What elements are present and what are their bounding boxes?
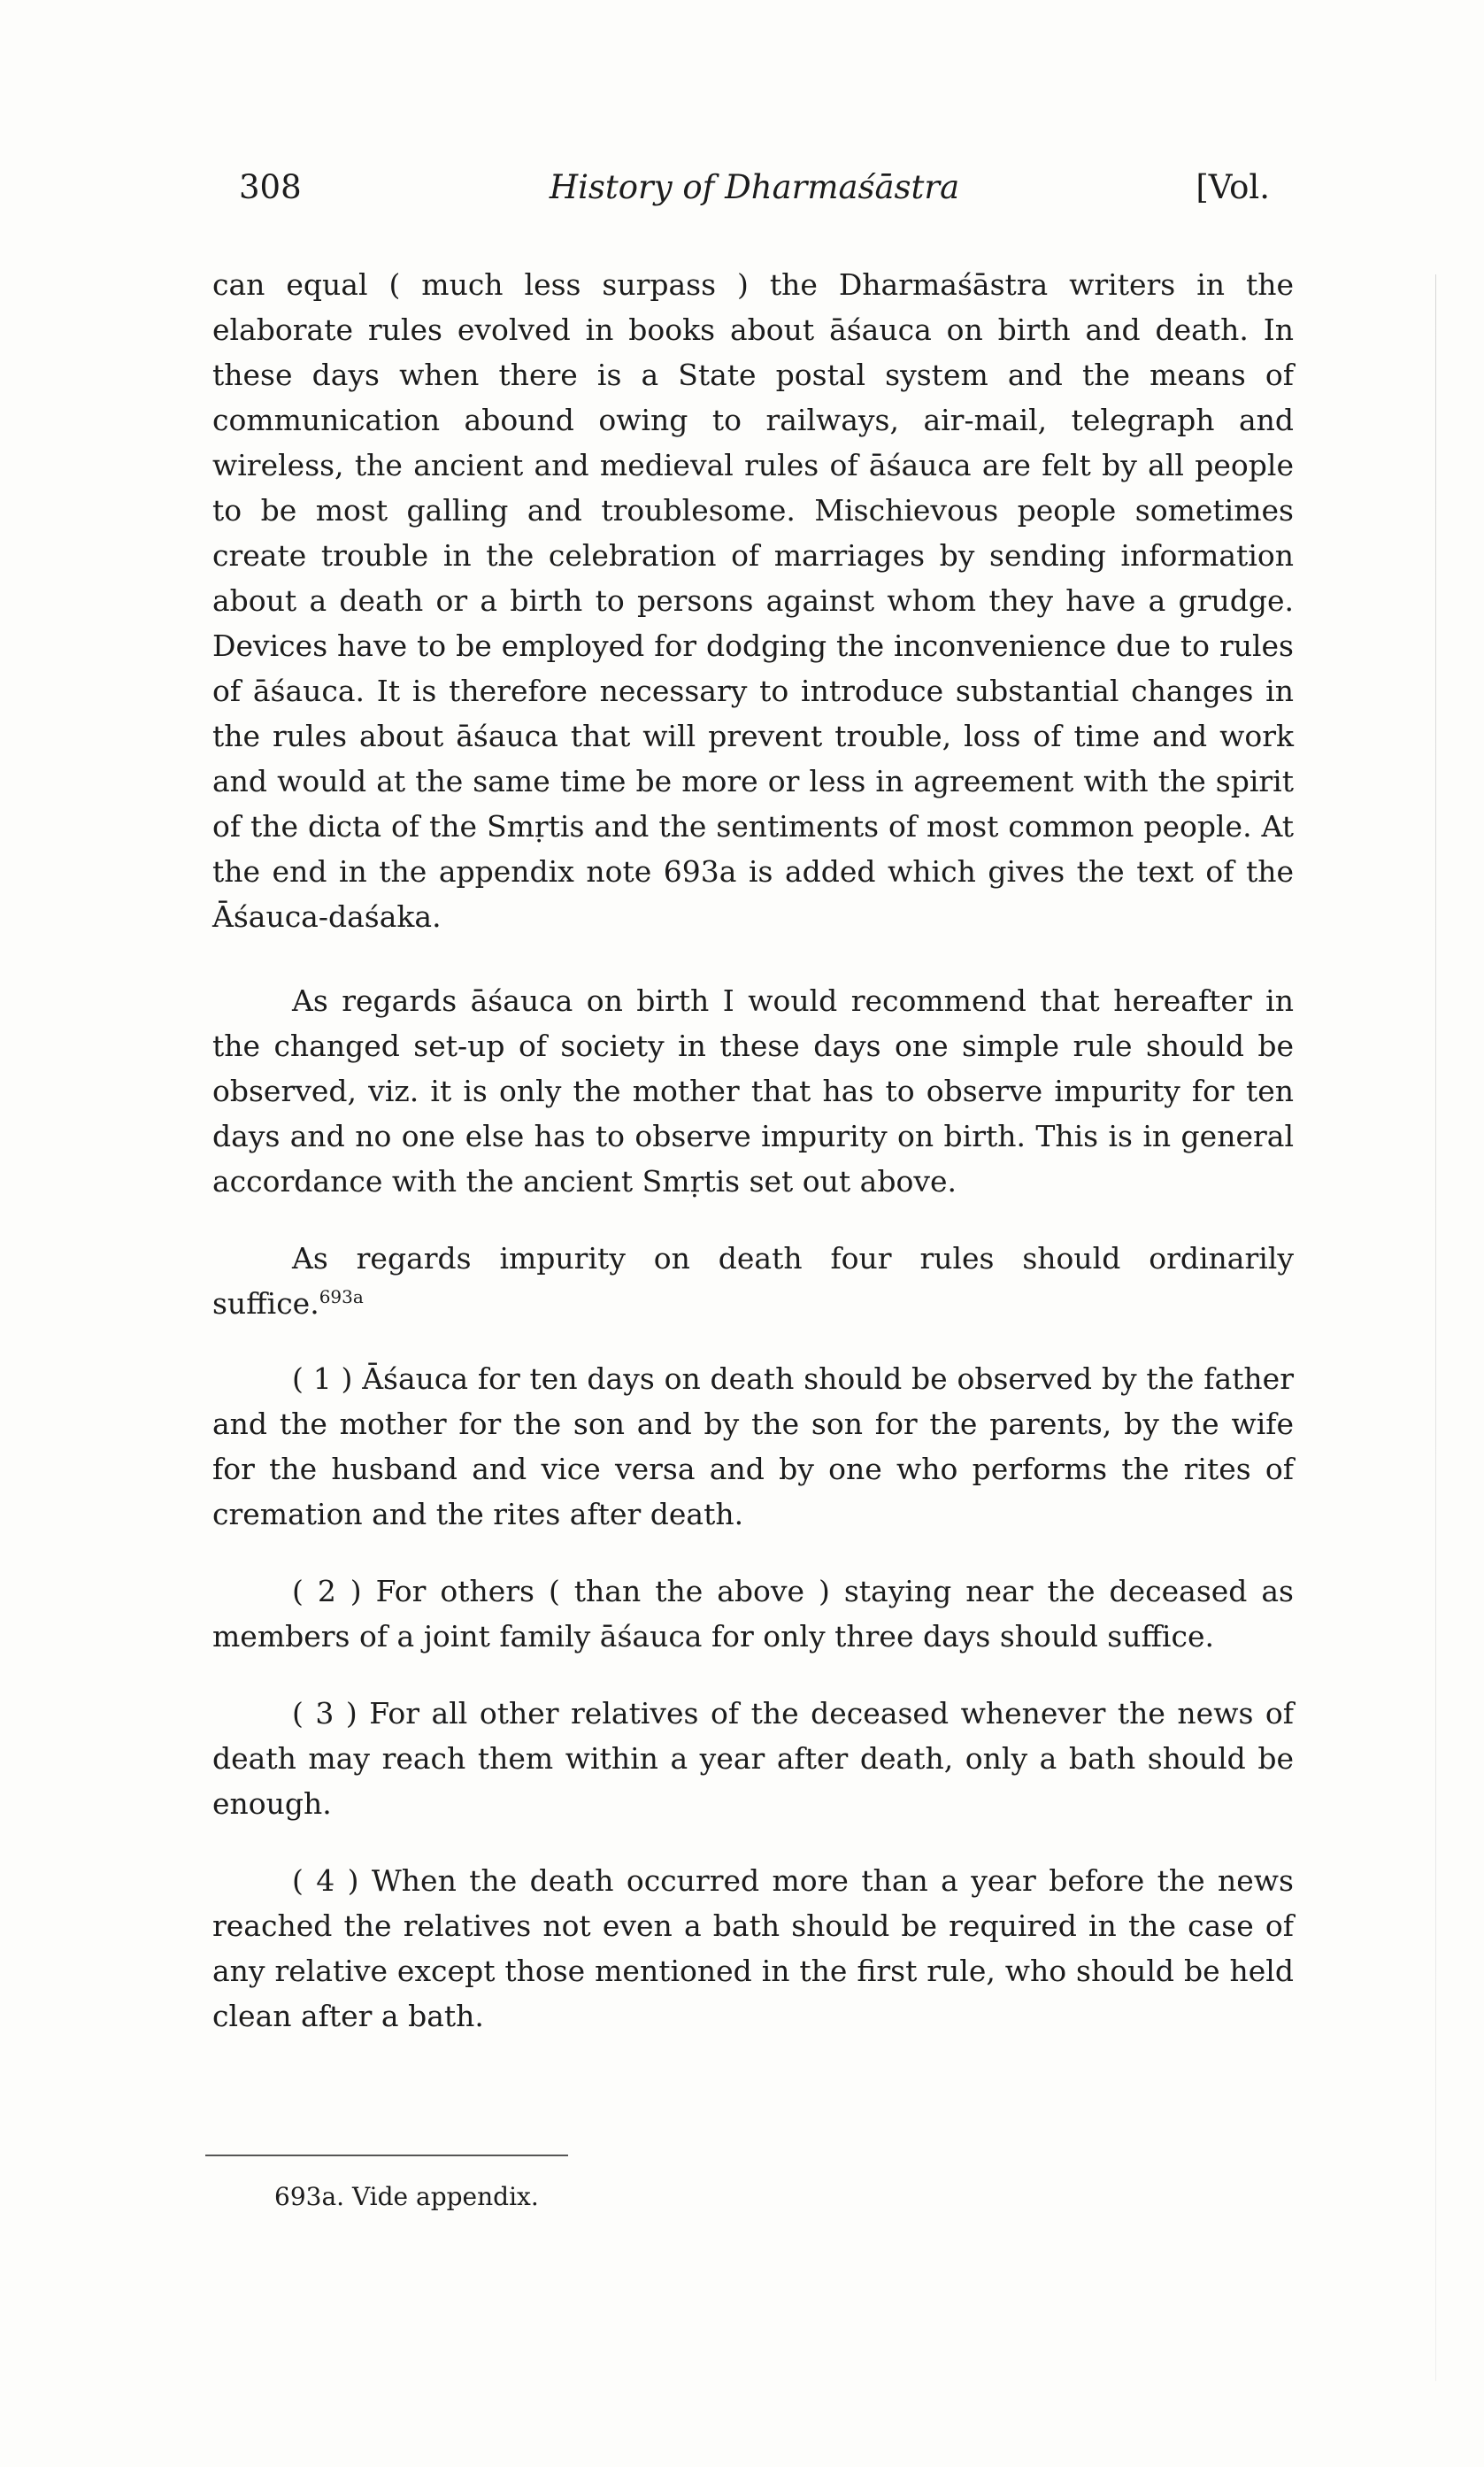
footnote-reference: 693a <box>319 1286 364 1307</box>
page-number: 308 <box>239 168 302 206</box>
scan-margin-shadow <box>1435 274 1436 2381</box>
page-header <box>239 168 1270 221</box>
paragraph-birth-asauca: As regards āśauca on birth I would recommend that hereafter in the changed set-up of society in these days one simple rule should be observed, viz. it is only the mother that has to observe impurity for ten days and no one else has to observe impurity on birth. This is in general accordance with the ancient Smṛtis set out above. <box>212 983 1294 1199</box>
paragraph-death-rules-intro <box>212 1236 1294 1326</box>
running-title: History of Dharmaśāstra <box>549 168 960 206</box>
volume-label: [Vol. <box>1196 168 1270 206</box>
footnote-divider <box>205 2155 568 2156</box>
footnote: 693a. Vide appendix. <box>274 2182 539 2211</box>
paragraph-death-rules-text: As regards impurity on death four rules should ordinarily suffice. <box>212 1241 1294 1321</box>
body-text <box>212 262 1294 2039</box>
rule-3: ( 3 ) For all other relatives of the deceased whenever the news of death may reach them within a year after death, only a bath should be enough. <box>212 1696 1294 1821</box>
rule-4: ( 4 ) When the death occurred more than a year before the news reached the relatives not even a bath should be required in the case of any relative except those mentioned in the first rule, who should be held clean after a bath. <box>212 1863 1294 2033</box>
rule-1: ( 1 ) Āśauca for ten days on death should be observed by the father and the mother for the son and by the son for the parents, by the wife for the husband and vice versa and by one who performs the rites of cremation and the rites after death. <box>212 1361 1294 1531</box>
paragraph-continuation: can equal ( much less surpass ) the Dharmaśāstra writers in the elaborate rules evolved in books about āśauca on birth and death. In these days when there is a State postal system and the means of communication abound owing to railways, air-mail, telegraph and wireless, the ancient and medieval rules of āśauca are felt by all people to be most galling and troublesome. Mischievous people sometimes create trouble in the celebration of marriages by sending information about a death or a birth to persons against whom they have a grudge. Devices have to be employed for dodging the inconvenience due to rules of āśauca. It is therefore necessary to introduce substantial changes in the rules about āśauca that will prevent trouble, loss of time and work and would at the same time be more or less in agreement with the spirit of the dicta of the Smṛtis and the sentiments of most common people. At the end in the appendix note 693a is added which gives the text of the Āśauca-daśaka. <box>212 267 1294 934</box>
rule-2: ( 2 ) For others ( than the above ) staying near the deceased as members of a joint family āśauca for only three days should suffice. <box>212 1574 1294 1654</box>
